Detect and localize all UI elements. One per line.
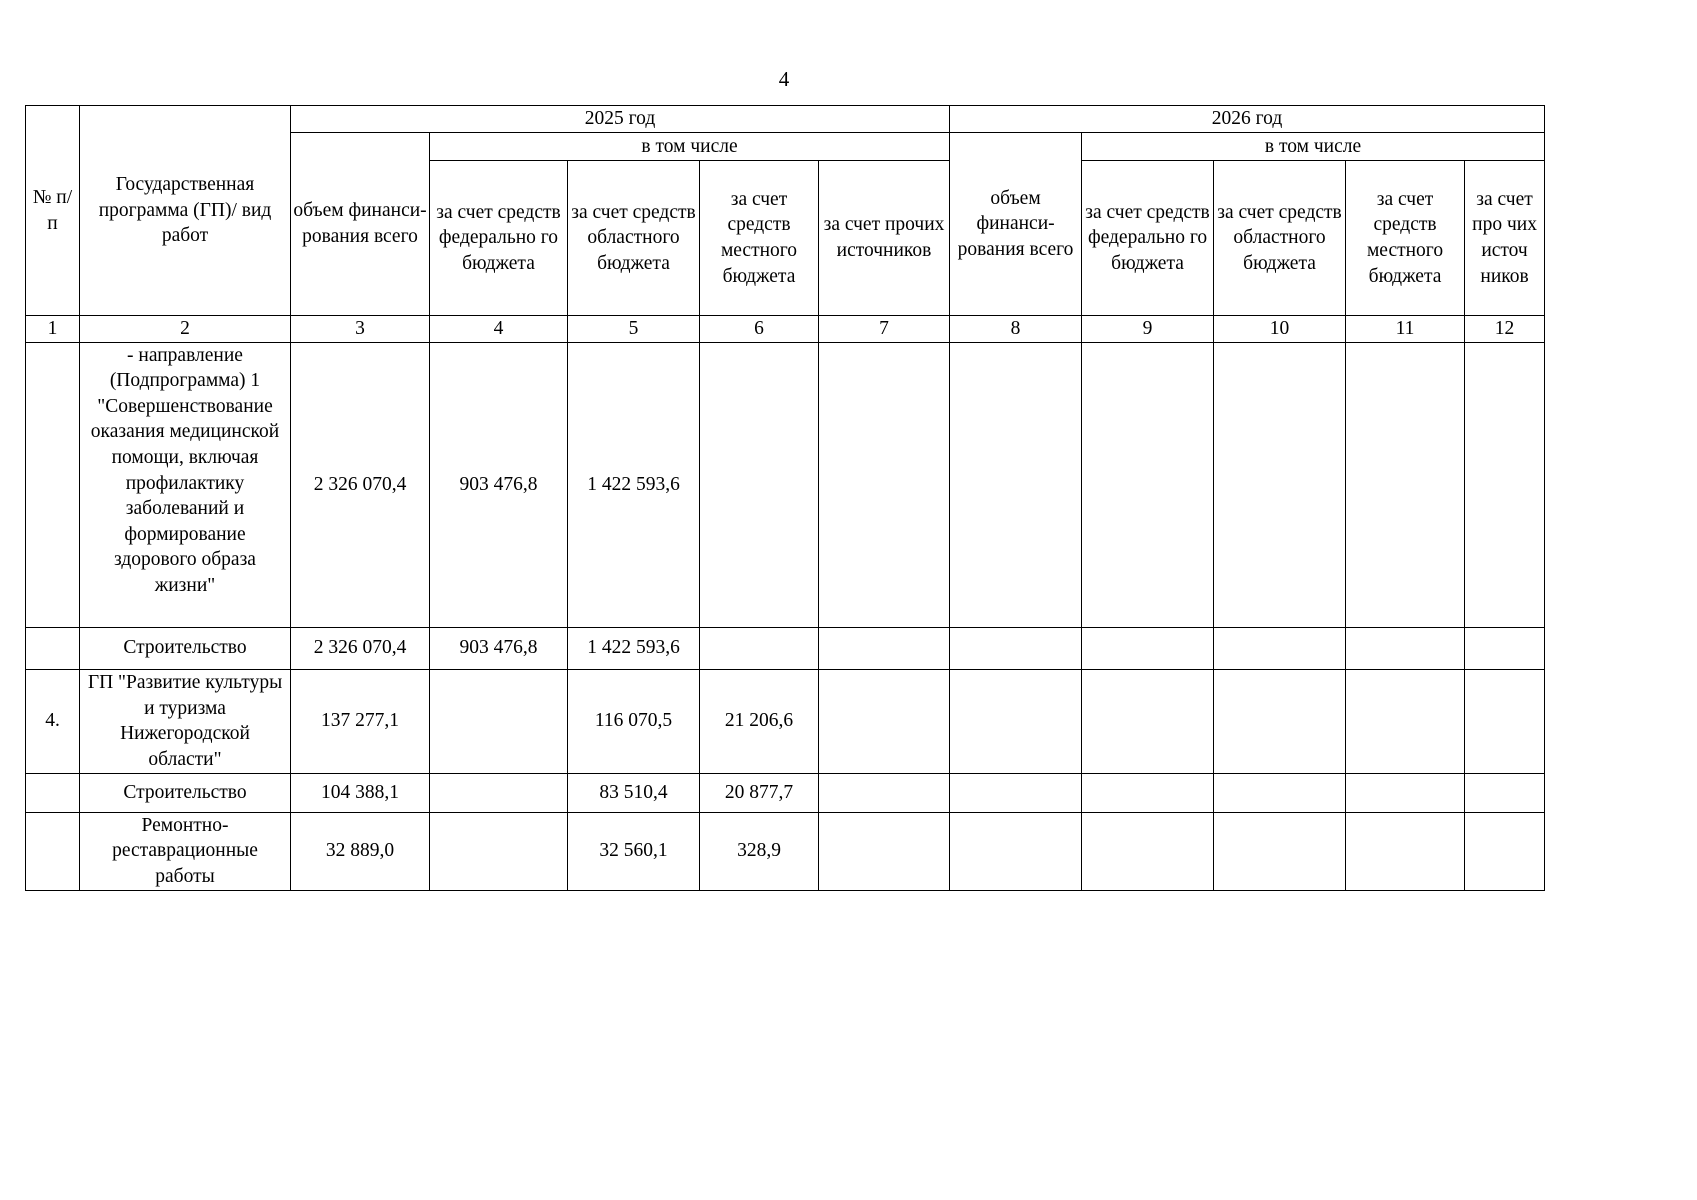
cell-regional-2025: 1 422 593,6 xyxy=(568,627,700,669)
column-number: 5 xyxy=(568,316,700,343)
cell-other-2025 xyxy=(819,812,950,890)
cell-federal-2025: 903 476,8 xyxy=(430,342,568,627)
header-num: № п/п xyxy=(26,106,80,316)
cell-regional-2026 xyxy=(1214,342,1346,627)
cell-local-2026 xyxy=(1346,627,1465,669)
cell-total-2025: 2 326 070,4 xyxy=(291,342,430,627)
column-number: 7 xyxy=(819,316,950,343)
cell-other-2026 xyxy=(1465,812,1545,890)
cell-local-2025 xyxy=(700,627,819,669)
table-row xyxy=(26,627,1545,669)
cell-other-2026 xyxy=(1465,342,1545,627)
cell-total-2025: 104 388,1 xyxy=(291,773,430,812)
row-num: 4. xyxy=(26,669,80,773)
row-num xyxy=(26,342,80,627)
cell-total-2025: 137 277,1 xyxy=(291,669,430,773)
cell-other-2025 xyxy=(819,627,950,669)
cell-federal-2025 xyxy=(430,812,568,890)
cell-local-2026 xyxy=(1346,669,1465,773)
cell-federal-2026 xyxy=(1082,812,1214,890)
header-including-2026: в том числе xyxy=(1082,133,1545,161)
header-year-2025: 2025 год xyxy=(291,106,950,133)
row-num xyxy=(26,773,80,812)
column-number: 3 xyxy=(291,316,430,343)
column-number: 4 xyxy=(430,316,568,343)
column-number: 9 xyxy=(1082,316,1214,343)
column-number: 6 xyxy=(700,316,819,343)
cell-total-2026 xyxy=(950,627,1082,669)
column-number: 10 xyxy=(1214,316,1346,343)
cell-regional-2026 xyxy=(1214,812,1346,890)
row-name: Строительство xyxy=(80,627,291,669)
cell-total-2026 xyxy=(950,342,1082,627)
cell-total-2026 xyxy=(950,669,1082,773)
row-num xyxy=(26,627,80,669)
cell-other-2026 xyxy=(1465,773,1545,812)
header-year-2026: 2026 год xyxy=(950,106,1545,133)
header-including-2025: в том числе xyxy=(430,133,950,161)
cell-total-2025: 32 889,0 xyxy=(291,812,430,890)
cell-other-2025 xyxy=(819,773,950,812)
budget-table xyxy=(25,105,1545,891)
cell-local-2026 xyxy=(1346,773,1465,812)
header-total-2026: объем финанси-рования всего xyxy=(950,133,1082,316)
header-program: Государственная программа (ГП)/ вид работ xyxy=(80,106,291,316)
cell-local-2026 xyxy=(1346,812,1465,890)
cell-total-2025: 2 326 070,4 xyxy=(291,627,430,669)
table-row xyxy=(26,342,1545,627)
column-number: 1 xyxy=(26,316,80,343)
table-row xyxy=(26,812,1545,890)
cell-other-2025 xyxy=(819,669,950,773)
cell-regional-2025: 1 422 593,6 xyxy=(568,342,700,627)
cell-local-2025: 328,9 xyxy=(700,812,819,890)
cell-regional-2026 xyxy=(1214,627,1346,669)
table-row xyxy=(26,669,1545,773)
cell-federal-2026 xyxy=(1082,669,1214,773)
row-name: Строительство xyxy=(80,773,291,812)
column-number: 8 xyxy=(950,316,1082,343)
table-row xyxy=(26,773,1545,812)
cell-total-2026 xyxy=(950,812,1082,890)
header-other-2026: за счет про чих источ ников xyxy=(1465,161,1545,316)
cell-regional-2025: 83 510,4 xyxy=(568,773,700,812)
cell-federal-2025: 903 476,8 xyxy=(430,627,568,669)
cell-regional-2026 xyxy=(1214,773,1346,812)
page-number: 4 xyxy=(778,67,790,91)
cell-federal-2026 xyxy=(1082,627,1214,669)
column-number: 11 xyxy=(1346,316,1465,343)
cell-federal-2026 xyxy=(1082,342,1214,627)
cell-other-2025 xyxy=(819,342,950,627)
cell-other-2026 xyxy=(1465,669,1545,773)
cell-local-2025: 20 877,7 xyxy=(700,773,819,812)
header-regional-2025: за счет средств областного бюджета xyxy=(568,161,700,316)
column-number: 2 xyxy=(80,316,291,343)
cell-federal-2025 xyxy=(430,669,568,773)
header-federal-2026: за счет средств федерально го бюджета xyxy=(1082,161,1214,316)
row-name: ГП "Развитие культуры и туризма Нижегородской области" xyxy=(80,669,291,773)
header-other-2025: за счет прочих источников xyxy=(819,161,950,316)
header-federal-2025: за счет средств федерально го бюджета xyxy=(430,161,568,316)
column-number: 12 xyxy=(1465,316,1545,343)
cell-federal-2025 xyxy=(430,773,568,812)
cell-federal-2026 xyxy=(1082,773,1214,812)
cell-regional-2025: 116 070,5 xyxy=(568,669,700,773)
cell-local-2025: 21 206,6 xyxy=(700,669,819,773)
header-total-2025: объем финанси-рования всего xyxy=(291,133,430,316)
row-num xyxy=(26,812,80,890)
header-local-2026: за счет средств местного бюджета xyxy=(1346,161,1465,316)
cell-regional-2025: 32 560,1 xyxy=(568,812,700,890)
cell-local-2025 xyxy=(700,342,819,627)
cell-regional-2026 xyxy=(1214,669,1346,773)
header-local-2025: за счет средств местного бюджета xyxy=(700,161,819,316)
row-name: - направление (Подпрограмма) 1 "Совершенствование оказания медицинской помощи, включая профилактику заболеваний и формирование здорового образа жизни" xyxy=(80,342,291,627)
header-regional-2026: за счет средств областного бюджета xyxy=(1214,161,1346,316)
cell-other-2026 xyxy=(1465,627,1545,669)
row-name: Ремонтно-реставрационные работы xyxy=(80,812,291,890)
cell-local-2026 xyxy=(1346,342,1465,627)
cell-total-2026 xyxy=(950,773,1082,812)
